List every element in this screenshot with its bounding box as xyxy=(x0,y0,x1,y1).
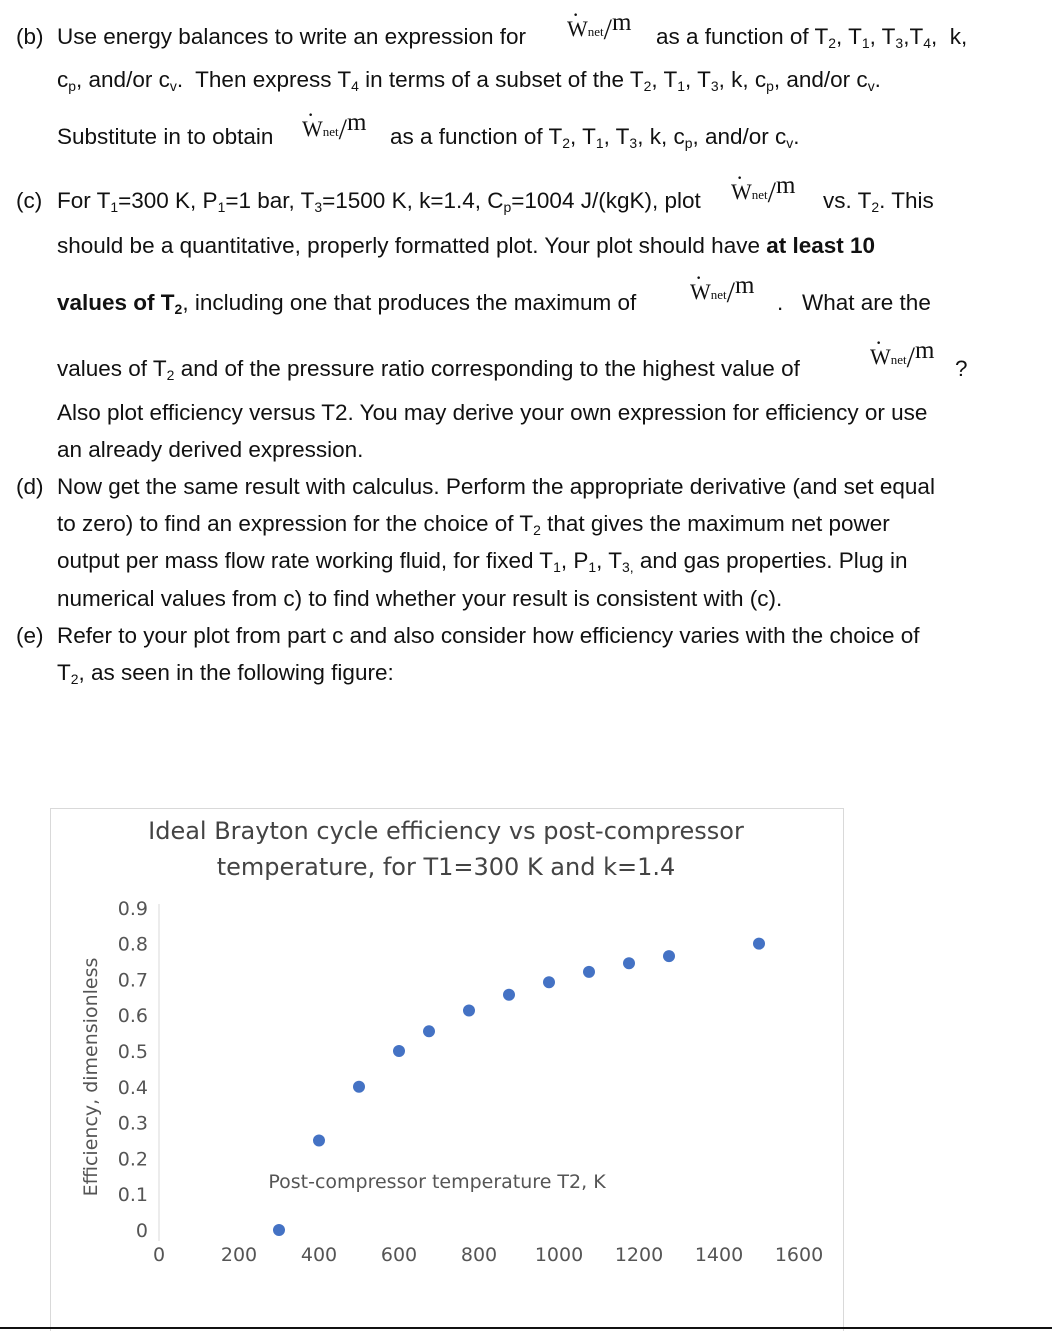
x-tick-label: 1400 xyxy=(694,1244,744,1266)
wnet-over-m-2: · Wnet/m xyxy=(302,112,366,142)
wnet-over-m-5: · Wnet/m xyxy=(870,340,934,370)
chart-svg xyxy=(51,809,843,1331)
part-d-line-4: numerical values from c) to find whether your result is consistent with (c). xyxy=(57,586,783,611)
part-b-line-1-cont: as a function of $T_2$, $T_1$, $T_3,T_4$, k, xyxy=(656,24,968,52)
y-tick-label: 0.8 xyxy=(117,933,148,956)
y-tick-label: 0.4 xyxy=(117,1076,148,1099)
part-b-line-1: Use energy balances to write an expression for xyxy=(57,24,526,49)
y-tick-label: 0.1 xyxy=(117,1184,148,1207)
part-c-line-6: an already derived expression. xyxy=(57,437,364,462)
x-tick-label: 1600 xyxy=(774,1244,824,1266)
x-tick-label: 800 xyxy=(460,1244,498,1266)
part-e-line-1: Refer to your plot from part c and also consider how efficiency varies with the choice of xyxy=(57,623,920,648)
efficiency-chart xyxy=(50,808,844,1331)
data-point xyxy=(543,976,555,988)
data-point xyxy=(313,1135,325,1147)
part-b-line-3: Substitute in to obtain xyxy=(57,124,274,149)
data-point xyxy=(273,1224,285,1236)
data-point xyxy=(423,1025,435,1037)
wnet-over-m-4: · Wnet/m xyxy=(690,275,754,305)
x-axis-label: Post-compressor temperature T2, K xyxy=(268,1171,606,1193)
chart-title-line-1: Ideal Brayton cycle efficiency vs post-compressor xyxy=(148,817,744,845)
x-tick-label: 1200 xyxy=(614,1244,664,1266)
y-tick-label: 0.3 xyxy=(117,1112,148,1135)
data-point xyxy=(353,1081,365,1093)
y-tick-label: 0.6 xyxy=(117,1005,148,1028)
y-tick-label: 0.2 xyxy=(117,1148,148,1171)
part-d-line-1: Now get the same result with calculus. Perform the appropriate derivative (and set equal xyxy=(57,474,935,499)
y-tick-label: 0.5 xyxy=(117,1041,148,1063)
wnet-over-m-3: · Wnet/m xyxy=(731,175,795,205)
part-b-line-3-cont: as a function of $T_2$, $T_1$, $T_3$, k, $c_p$, and/or $c_v$. xyxy=(390,124,800,152)
data-point xyxy=(463,1005,475,1017)
part-d-line-2: to zero) to find an expression for the choice of $T_2$ that gives the maximum net power xyxy=(57,511,890,539)
part-c-line-5: Also plot efficiency versus T2. You may derive your own expression for efficiency or use xyxy=(57,400,928,425)
x-tick-label: 400 xyxy=(300,1244,338,1266)
part-c-line-2: should be a quantitative, properly formatted plot. Your plot should have at least 10 xyxy=(57,233,876,258)
part-d-line-3: output per mass flow rate working fluid, for fixed $T_1$, $P_1$, $T_{3,}$ and gas properties. Plug in xyxy=(57,548,908,576)
page-bottom-rule xyxy=(0,1327,1052,1329)
part-e-line-2: $T_2$, as seen in the following figure: xyxy=(57,660,394,688)
part-c-line-1-cont: vs. $T_2$. This xyxy=(823,188,934,216)
part-b-line-2: $c_p$, and/or $c_v$. Then express $T_4$ in terms of a subset of the $T_2$, $T_1$, $T_3$, k, $c_p$, and/or $c_v$. xyxy=(57,67,881,95)
wnet-over-m-1: · Wnet/m xyxy=(567,12,631,42)
part-c-question-mark: ? xyxy=(955,356,968,381)
part-c-line-4: values of $T_2$ and of the pressure ratio corresponding to the highest value of xyxy=(57,356,800,384)
y-tick-label: 0 xyxy=(135,1220,148,1242)
part-c-line-3: values of $T_2$, including one that produces the maximum of xyxy=(57,290,637,318)
data-point xyxy=(623,957,635,969)
x-tick-label: 600 xyxy=(380,1244,418,1266)
part-c-line-1: For $T_1=300$ K, $P_1=1$ bar, $T_3=1500$ K, k=1.4, $C_p=1004$ J/(kgK), plot xyxy=(57,188,701,216)
part-c-line-3-cont: . What are the xyxy=(777,290,931,315)
y-tick-label: 0.7 xyxy=(117,969,148,992)
data-point xyxy=(663,950,675,962)
y-tick-label: 0.9 xyxy=(117,897,148,920)
part-e-label: (e) xyxy=(16,623,44,648)
x-tick-label: 200 xyxy=(220,1244,258,1266)
part-b-label: (b) xyxy=(16,24,44,49)
data-point xyxy=(583,966,595,978)
y-axis-label: Efficiency, dimensionless xyxy=(80,957,102,1197)
x-tick-label: 1000 xyxy=(534,1244,584,1266)
data-point xyxy=(753,938,765,950)
part-d-label: (d) xyxy=(16,474,44,499)
data-point xyxy=(503,989,515,1001)
part-c-label: (c) xyxy=(16,188,43,213)
data-point xyxy=(393,1045,405,1057)
x-tick-label: 0 xyxy=(152,1244,166,1266)
chart-title-line-2: temperature, for T1=300 K and k=1.4 xyxy=(216,853,676,881)
